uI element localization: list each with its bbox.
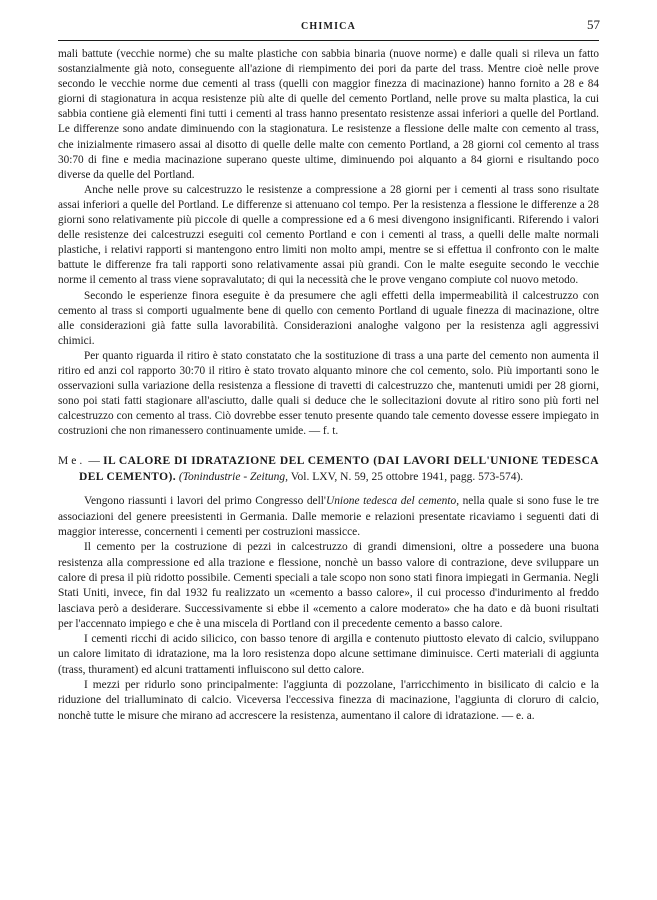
paragraph-reduction-means: I mezzi per ridurlo sono principalmente: l'aggiunta di pozzolane, l'arricchimento in bisilicato di calcio e la riduzione del trialluminato di calcio. Viceversa l'eccessiva finezza di macinazione, l'aggiunta di cloruro di calcio, nonchè tutte le misure che mirano ad accrescere la resistenza, aumentano il calore di idratazione. — e. a. <box>58 679 599 722</box>
intro-italic-union: Unione tedesca del cemento <box>326 495 457 508</box>
article-source-journal: (Tonindustrie - Zeitung, <box>178 470 289 483</box>
page-number: 57 <box>587 17 600 32</box>
article-author-label: Me. <box>58 455 86 468</box>
article-source-details: Vol. LXV, N. 59, 25 ottobre 1941, pagg. 573-574). <box>290 470 524 483</box>
paragraph-impermeability: Secondo le esperienze finora eseguite è da presumere che agli effetti della impermeabilità il calcestruzzo con cemento al trass si comporti ugualmente bene di quello con cemento Portland di uguale finezza di macinazione, oltre alle considerazioni già fatte sulla lavorabilità. Considerazioni analoghe valgono per la resistenza agli aggressivi chimici. <box>58 289 599 347</box>
article-body <box>58 494 599 723</box>
intro-text-a: Vengono riassunti i lavori del primo Congresso dell' <box>84 495 326 508</box>
page-content <box>58 47 599 724</box>
header-rule <box>58 40 599 41</box>
paragraph-continued: mali battute (vecchie norme) che su malte plastiche con sabbia binaria (nuove norme) e dalle quali si rileva un fatto sostanzialmente già noto, conseguente all'azione di riempimento dei pori da parte del trass. Mentre cioè nelle prove secondo le vecchie norme due cementi al trass (quelli con maggior finezza di macinazione) hanno fornito a 28 e 84 giorni di stagionatura in acqua resistenze più alte di quelle del cemento Portland, nelle prove su malta plastica, la cui sabbia contiene già elementi fini tutti i cementi al trass hanno presentato resistenze assai inferiori a quelle del Portland. Le differenze sono andate diminuendo con la stagionatura. Le resistenze a flessione delle malte con cemento al trass, che inizialmente rimasero assai al disotto di quelle delle malte con cemento Portland, a 28 giorni col cemento al trass 30:70 di fine e media macinazione superano queste ultime, diminuendo poi alquanto a 84 giorni e risultando poco diverse da quelle del Portland. <box>58 48 599 181</box>
paragraph-shrinkage: Per quanto riguarda il ritiro è stato constatato che la sostituzione di trass a una parte del cemento non aumenta il ritiro ed anzi col rapporto 30:70 il ritiro è stato trovato alquanto minore che col cemento, solo. Più importanti sono le osservazioni sulla variazione della resistenza a flessione di travetti di calcestruzzo che, mantenuti umidi per 28 giorni, sono poi stati fatti stagionare all'asciutto, dalle quali si deduce che le sollecitazioni dovute al ritiro sono più forti nel calcestruzzo con cemento al trass. Ciò dovrebbe esser tenuto presente quando tale cemento dovesse essere impiegato in costruzioni che non rimanessero continuamente umide. — f. t. <box>58 349 599 438</box>
intro-text-b: , nella quale si sono fuse le tre associazioni del genere preesistenti in Germania. Dalle memorie e relazioni presentate ricaviamo i seguenti dati di maggior interesse, concernenti i cementi per costruzioni massicce. <box>58 495 599 539</box>
paragraph-concrete-tests: Anche nelle prove su calcestruzzo le resistenze a compressione a 28 giorni per i cementi al trass sono risultate assai inferiori a quelle del Portland. Le differenze si attenuano col tempo. Per la resistenza a flessione le differenze a 28 giorni sono relativamente più piccole di quelle a compressione ed a 6 mesi divengono insignificanti. Riferendo i valori delle resistenze dei calcestruzzi eseguiti col cemento Portland e con i cementi al trass, a quelli delle malte normali plastiche, i relativi rapporti si mantengono entro limiti non molto ampi, mentre se si effettua il confronto con le malte battute le differenze fra tali rapporti sono relativamente assai più grandi. Con le malte eseguite secondo le vecchie norme il cemento al trass viene sopravalutato; di qui la necessità che le prove vengano compiute col nuovo metodo. <box>58 183 599 287</box>
paragraph-silicic-cements: I cementi ricchi di acido silicico, con basso tenore di argilla e contenuto piuttosto elevato di calcio, sviluppano un calore limitato di idratazione, ma la loro resistenza dopo alcune settimane diminuisce. Certi materiali di aggiunta (trass, thurament) ed alcuni trattamenti influiscono sul detto calore. <box>58 633 599 676</box>
article-dash: — <box>88 455 100 468</box>
paragraph-intro <box>58 494 599 540</box>
paragraph-massive-cement: Il cemento per la costruzione di pezzi in calcestruzzo di grandi dimensioni, oltre a possedere una buona resistenza alla compressione ed alla trazione e flessione, nonchè un basso valore di contrazione, deve sviluppare un calore di presa il più ridotto possibile. Cementi speciali a tale scopo non sono stati finora impiegati in Germania. Negli Stati Uniti, invece, fin dal 1932 fu realizzato un «cemento a basso calore», il cui processo d'indurimento al freddo lasciava però a desiderare. Successivamente si ebbe il «cemento a calore moderato» che ha dato e dà buoni risultati per l'accennato impiego e che è una miscela di Portland con il precedente cemento a basso calore. <box>58 541 599 630</box>
article-heading <box>58 454 599 485</box>
running-header: CHIMICA <box>300 21 357 32</box>
article-title: IL CALORE DI IDRATAZIONE DEL CEMENTO (DAI LAVORI DELL'UNIONE TEDESCA DEL CEMENTO). <box>79 455 600 483</box>
